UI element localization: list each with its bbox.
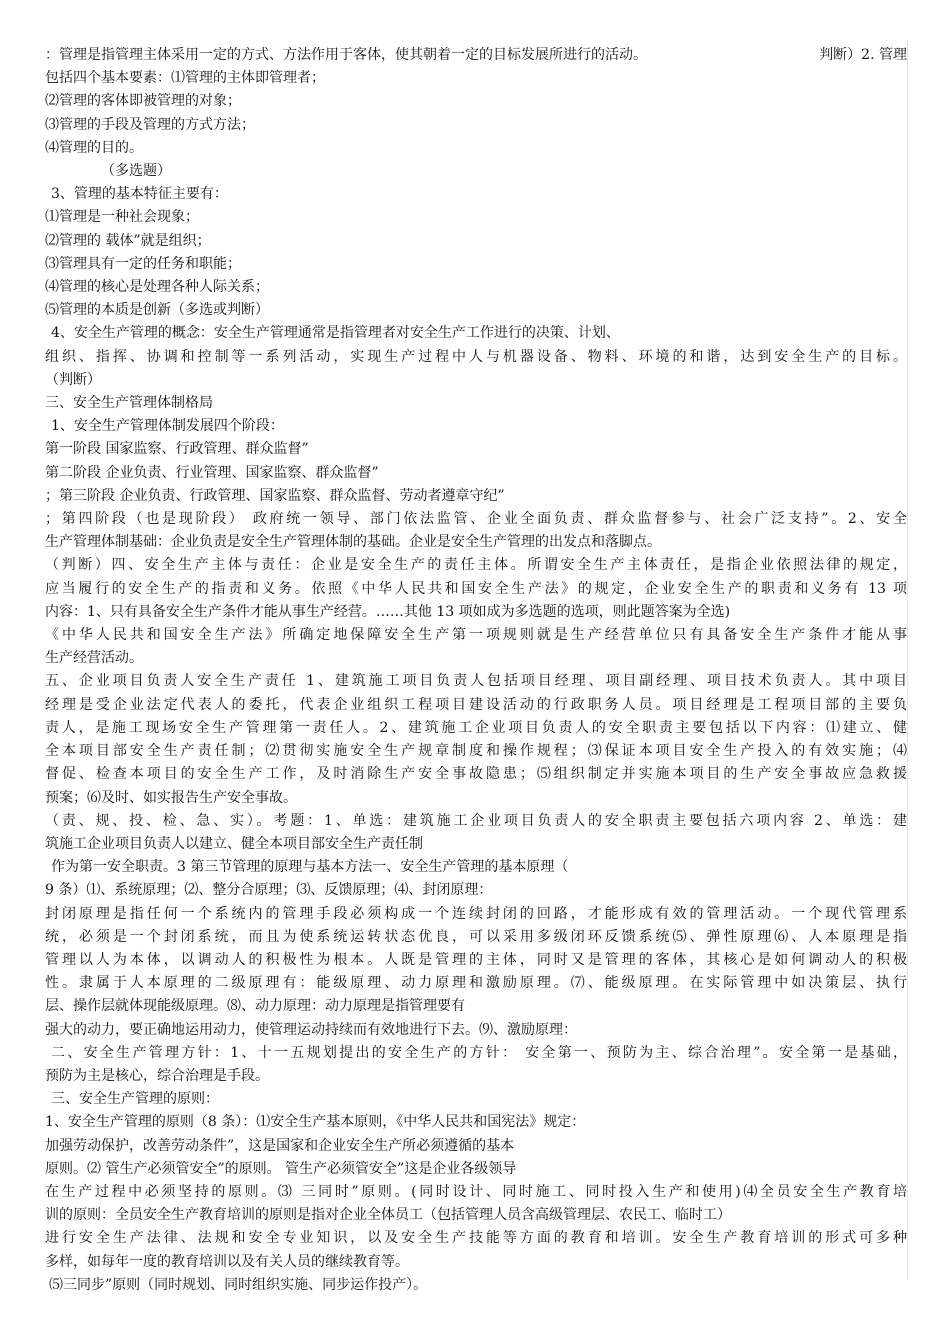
text-line: 组织、指挥、协调和控制等一系列活动，实现生产过程中人与机器设备、物料、环境的和谐，达到安全生产的目标。 (45, 348, 907, 365)
text-line: 生产管理体制基础：企业负责是安全生产管理体制的基础。企业是安全生产管理的出发点和落脚点。 (45, 534, 661, 551)
text-line: 包括四个基本要素：⑴管理的主体即管理者； (45, 70, 325, 87)
text-line: ⑶管理具有一定的任务和职能； (45, 255, 241, 272)
text-line: 多样，如每年一度的教育培训以及有关人员的继续教育等。 (45, 1253, 409, 1270)
text-line: 预防为主是核心，综合治理是手段。 (45, 1067, 269, 1084)
text-line: （责、规、投、检、急、实）。考题：1、单选：建筑施工企业项目负责人的安全职责主要包括六项内容 2、单选：建 (45, 812, 907, 829)
text-line: 9 条）⑴、系统原理；⑵、整分合原理；⑶、反馈原理；⑷、封闭原理： (45, 882, 493, 899)
text-line: （判断） (45, 371, 101, 388)
text-line: ⑷管理的目的。 (45, 139, 143, 156)
text-line: 1、安全生产管理的原则（8 条）：⑴安全生产基本原则，《中华人民共和国宪法》规定： (45, 1114, 586, 1131)
text-line: 第二阶段 企业负责、行业管理、国家监察、群众监督” (45, 464, 379, 481)
text-line: 筑施工企业项目负责人以建立、健全本项目部安全生产责任制 (45, 835, 423, 852)
text-line: 层、操作层就体现能级原理。⑻、动力原理：动力原理是指管理要有 (45, 998, 465, 1015)
text-line: 管理以人为本体，以调动人的积极性为根本。人既是管理的主体，同时又是管理的客体，其核心是如何调动人的积极 (45, 951, 907, 968)
text-line: 生产经营活动。 (45, 650, 143, 667)
text-line: 强大的动力，要正确地运用动力，使管理运动持续而有效地进行下去。⑼、激励原理： (45, 1021, 577, 1038)
text-line: 三、安全生产管理体制格局 (45, 395, 213, 412)
text-line: 应当履行的安全生产的指责和义务。依照《中华人民共和国安全生产法》的规定，企业安全生产的职责和义务有 13 项 (45, 580, 907, 597)
text-line: 预案；⑹及时、如实报告生产安全事故。 (45, 789, 297, 806)
text-line: ；第四阶段（也是现阶段） 政府统一领导、部门依法监管、企业全面负责、群众监督参与、社会广泛支持”。2、安全 (45, 511, 907, 528)
text-line: 《中华人民共和国安全生产法》所确定地保障安全生产第一项规则就是生产经营单位只有具备安全生产条件才能从事 (45, 627, 907, 644)
text-line: ；第三阶段 企业负责、行政管理、国家监察、群众监督、劳动者遵章守纪” (45, 487, 505, 504)
text-line: 在生产过程中必须坚持的原则。⑶ 三同时”原则。(同时设计、同时施工、同时投入生产和使用)⑷全员安全生产教育培 (45, 1183, 907, 1200)
text-line-1 (45, 44, 907, 67)
text-line: 性。隶属于人本原理的二级原理有：能级原理、动力原理和激励原理。⑺、能级原理。在实际管理中如决策层、执行 (45, 975, 907, 992)
document-body (45, 44, 907, 1297)
text-line: 第一阶段 国家监察、行政管理、群众监督” (45, 441, 309, 458)
text-line: 三、安全生产管理的原则： (51, 1091, 219, 1108)
text-line: 原则。⑵ 管生产必须管安全”的原则。 管生产必须管安全”这是企业各级领导 (45, 1160, 517, 1177)
text-line: 二、安全生产管理方针：1、十一五规划提出的安全生产的方针： 安全第一、预防为主、综合治理”。安全第一是基础， (51, 1044, 907, 1061)
text-line: 经理是受企业法定代表人的委托，代表企业组织工程项目建设活动的行政职务人员。项目经理是工程项目部的主要负 (45, 696, 907, 713)
text-line: 统，必须是一个封闭系统，而且为使系统运转状态优良，可以采用多级闭环反馈系统⑸、弹性原理⑹、人本原理是指 (45, 928, 907, 945)
text-line: ⑴管理是一种社会现象； (45, 209, 199, 226)
text-line: 内容：1、只有具备安全生产条件才能从事生产经营。……其他 13 项如成为多选题的选项，则此题答案为全选) (45, 603, 731, 620)
text-line: 进行安全生产法律、法规和安全专业知识，以及安全生产技能等方面的教育和培训。安全生产教育培训的形式可多种 (45, 1230, 907, 1247)
text-line: 4、安全生产管理的概念：安全生产管理通常是指管理者对安全生产工作进行的决策、计划、 (51, 325, 620, 342)
text-line: 3、管理的基本特征主要有： (51, 186, 228, 203)
text-line: 加强劳动保护，改善劳动条件”，这是国家和企业安全生产所必须遵循的基本 (45, 1137, 515, 1154)
text-line: （多选题） (101, 163, 171, 180)
text-line: 责人，是施工现场安全生产管理第一责任人。2、建筑施工企业项目负责人的安全职责主要包括以下内容：⑴建立、健 (45, 719, 907, 736)
text-line: （判断）四、安全生产主体与责任：企业是安全生产的责任主体。所谓安全生产主体责任，是指企业依照法律的规定， (45, 557, 907, 574)
text-line: ⑸管理的本质是创新（多选或判断） (45, 302, 269, 319)
text-line-1-right: 判断）2. 管理 (819, 47, 907, 63)
text-line: 训的原则：全员安全生产教育培训的原则是指对企业全体员工（包括管理人员含高级管理层、农民工、临时工） (45, 1207, 731, 1224)
text-line: 五、企业项目负责人安全生产责任 1、建筑施工项目负责人包括项目经理、项目副经理、项目技术负责人。其中项目 (45, 673, 907, 690)
text-line: 封闭原理是指任何一个系统内的管理手段必须构成一个连续封闭的回路，才能形成有效的管理活动。一个现代管理系 (45, 905, 907, 922)
text-line: 全本项目部安全生产责任制；⑵贯彻实施安全生产规章制度和操作规程；⑶保证本项目安全生产投入的有效实施；⑷ (45, 743, 907, 760)
text-line: ⑸三同步”原则（同时规划、同时组织实施、同步运作投产）。 (49, 1276, 428, 1293)
text-line: 作为第一安全职责。3 第三节管理的原理与基本方法一、安全生产管理的基本原理（ (51, 859, 569, 876)
text-line: 1、安全生产管理体制发展四个阶段： (51, 418, 284, 435)
text-line: ⑵管理的客体即被管理的对象； (45, 93, 241, 110)
text-line: 督促、检查本项目的安全生产工作，及时消除生产安全事故隐患；⑸组织制定并实施本项目的生产安全事故应急救援 (45, 766, 907, 783)
text-line: ⑵管理的 载体”就是组织； (45, 232, 211, 249)
text-line-1-left: ：管理是指管理主体采用一定的方式、方法作用于客体，使其朝着一定的目标发展所进行的活动。 (45, 47, 647, 63)
text-line: ⑶管理的手段及管理的方式方法； (45, 116, 255, 133)
text-line: ⑷管理的核心是处理各种人际关系； (45, 279, 269, 296)
page-right-edge (907, 40, 908, 1280)
